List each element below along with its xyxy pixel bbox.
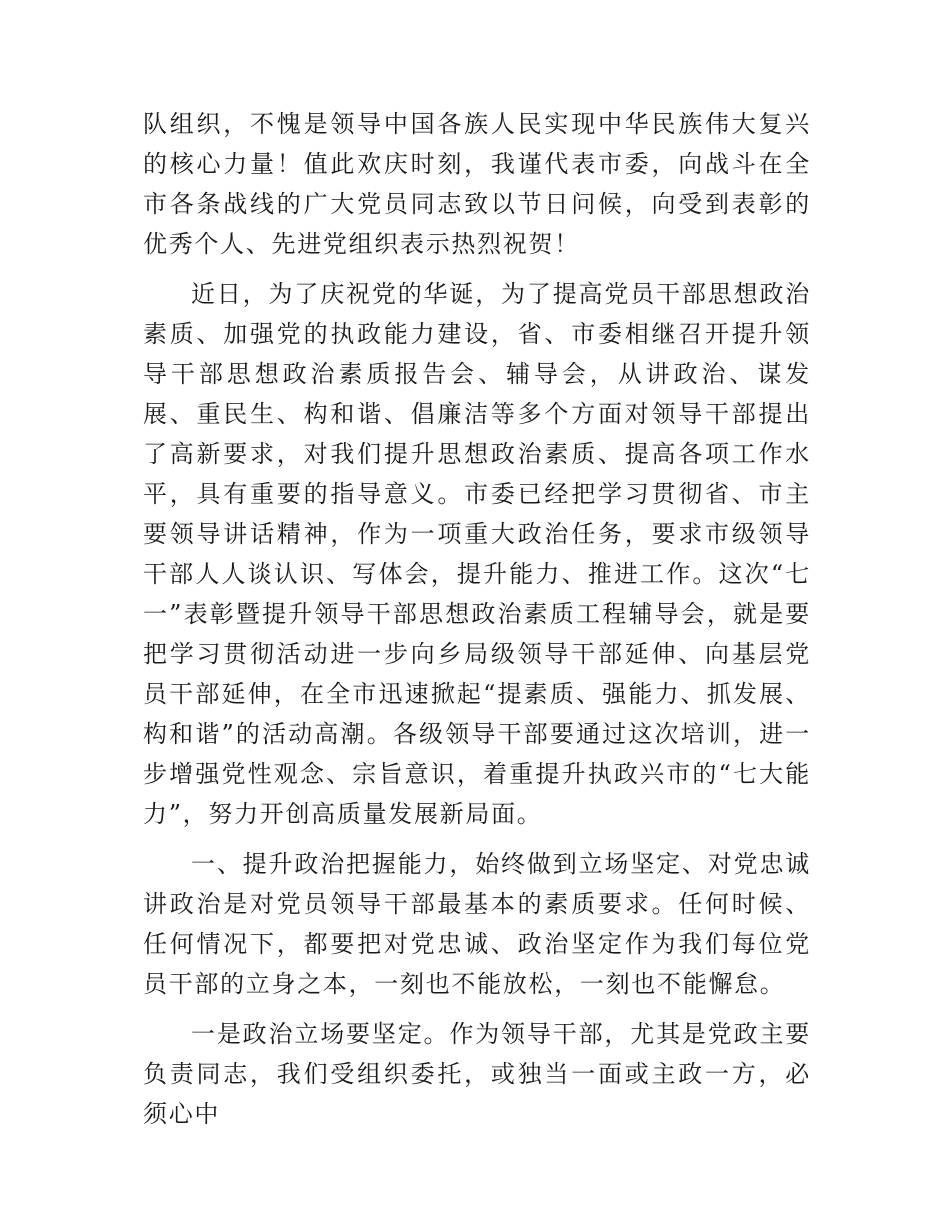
- document-body: [143, 104, 811, 1144]
- paragraph-point-one: 一是政治立场要坚定。作为领导干部，尤其是党政主要负责同志，我们受组织委托，或独当一面或主政一方，必须心中: [143, 1020, 811, 1128]
- paragraph-celebration-training: 近日，为了庆祝党的华诞，为了提高党员干部思想政治素质、加强党的执政能力建设，省、市委相继召开提升领导干部思想政治素质报告会、辅导会，从讲政治、谋发展、重民生、构和谐、倡廉洁等多个方面对领导干部提出了高新要求，对我们提升思想政治素质、提高各项工作水平，具有重要的指导意义。市委已经把学习贯彻省、市主要领导讲话精神，作为一项重大政治任务，要求市级领导干部人人谈认识、写体会，提升能力、推进工作。这次“七一”表彰暨提升领导干部思想政治素质工程辅导会，就是要把学习贯彻活动进一步向乡局级领导干部延伸、向基层党员干部延伸，在全市迅速掀起“提素质、强能力、抓发展、构和谐”的活动高潮。各级领导干部要通过这次培训，进一步增强党性观念、宗旨意识，着重提升执政兴市的“七大能力”，努力开创高质量发展新局面。: [143, 280, 811, 828]
- paragraph-section-one: 一、提升政治把握能力，始终做到立场坚定、对党忠诚讲政治是对党员领导干部最基本的素质要求。任何时候、任何情况下，都要把对党忠诚、政治坚定作为我们每位党员干部的立身之本，一刻也不能放松，一刻也不能懈怠。: [143, 850, 811, 998]
- paragraph-continuation: 队组织，不愧是领导中国各族人民实现中华民族伟大复兴的核心力量！值此欢庆时刻，我谨代表市委，向战斗在全市各条战线的广大党员同志致以节日问候，向受到表彰的优秀个人、先进党组织表示热烈祝贺！: [143, 110, 811, 258]
